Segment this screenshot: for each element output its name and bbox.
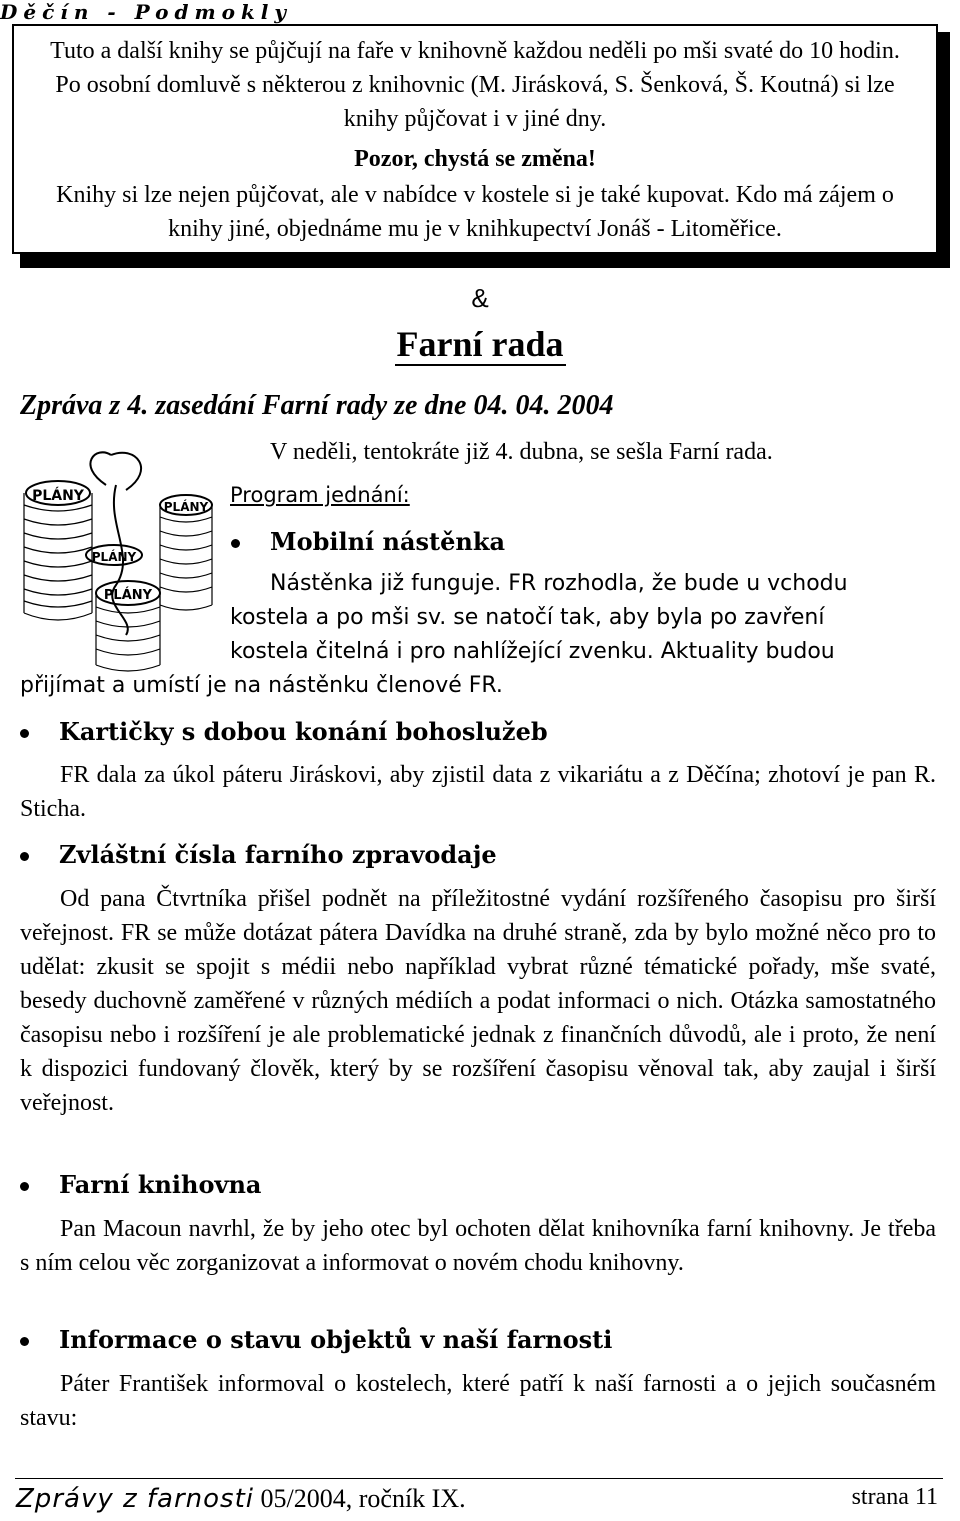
item-text: Od pana Čtvrtníka přišel podnět na příležitostné vydání rozšířeného časopisu pro širší veřejnost. FR se může dotázat pátera Davídka na druhé straně, zda by bylo možné něco pro to udělat: zkusit se spojit s médii nebo například vybrat různé tématické pořady, mše svaté, besedy duchovně zaměřené v různých médiích a podat informaci o nich. Otázka samostatného časopisu nebo i rozšíření je ale problematické jednak z finančních důvodů, ale i proto, že není k dispozici fundovaný člověk, který by se rozšíření časopisu věnoval tak, aby zaujal i širší veřejnost. xyxy=(20,886,936,1116)
item-heading-zvlastni-cisla xyxy=(20,840,497,869)
bullet-icon xyxy=(231,539,240,548)
bullet-icon xyxy=(20,1182,29,1191)
running-header: Děčín - Podmokly xyxy=(0,0,293,24)
plans-stack-icon xyxy=(16,445,216,675)
plany-label-4: PLÁNY xyxy=(103,588,153,603)
item-heading-text: Zvláštní čísla farního zpravodaje xyxy=(59,840,497,869)
footer-publication-name: Zprávy z farnosti xyxy=(16,1484,255,1514)
section-symbol: & xyxy=(471,283,489,313)
item-body-karticky xyxy=(20,758,936,826)
footer-issue: 05/2004, ročník IX. xyxy=(254,1484,466,1513)
item-heading-farni-knihovna xyxy=(20,1170,261,1199)
item-body-zvlastni-cisla xyxy=(20,882,936,1120)
plans-illustration xyxy=(16,445,216,675)
section-title xyxy=(0,323,960,365)
report-intro: V neděli, tentokráte již 4. dubna, se sešla Farní rada. xyxy=(270,439,773,465)
item-body-mobilni-nastenka xyxy=(230,567,936,669)
item-text: FR dala za úkol páteru Jiráskovi, aby zjistil data z vikariátu a z Děčína; zhotoví je pan R. Sticha. xyxy=(20,762,936,822)
notice-purchase: Knihy si lze nejen půjčovat, ale v nabídce v kostele si je také kupovat. Kdo má zájem o knihy jiné, objednáme mu je v knihkupectví Jonáš - Litoměřice. xyxy=(56,182,894,242)
item-heading-mobilni-nastenka xyxy=(231,527,505,556)
bullet-icon xyxy=(20,729,29,738)
notice-box xyxy=(12,24,938,254)
item-heading-text: Kartičky s dobou konání bohoslužeb xyxy=(59,717,548,746)
item-body-informace xyxy=(20,1367,936,1435)
item-line: Nástěnka již funguje. FR rozhodla, že bude u vchodu xyxy=(270,571,848,596)
bullet-icon xyxy=(20,852,29,861)
bullet-icon xyxy=(20,1337,29,1346)
notice-text: Tuto a další knihy se půjčují na faře v knihovně každou neděli po mši svaté do 10 hodin. Po osobní domluvě s některou z knihovnic (M. Jirásková, S. Šenková, Š. Koutná) si lze knihy půjčovat i v jiné dny. xyxy=(50,38,900,132)
item-body-farni-knihovna xyxy=(20,1212,936,1280)
item-heading-text: Mobilní nástěnka xyxy=(270,527,506,556)
item-text: Páter František informoval o kostelech, které patří k naší farnosti a o jejich současném stavu: xyxy=(20,1371,936,1431)
footer-publication xyxy=(16,1484,466,1514)
footer-page-number: strana 11 xyxy=(851,1484,938,1510)
notice-alert: Pozor, chystá se změna! xyxy=(354,146,596,172)
item-line-last: přijímat a umístí je na nástěnku členové FR. xyxy=(20,673,503,698)
item-line: kostela čitelná i pro nahlížející zvenku. Aktuality budou xyxy=(230,639,835,664)
item-heading-informace xyxy=(20,1325,612,1354)
program-label: Program jednání: xyxy=(230,483,410,507)
section-title-text: Farní rada xyxy=(396,324,564,364)
plany-label-1: PLÁNY xyxy=(32,488,84,504)
item-heading-karticky xyxy=(20,717,548,746)
item-text: Pan Macoun navrhl, že by jeho otec byl ochoten dělat knihovníka farní knihovny. Je třeba s ním celou věc zorganizovat a informovat o novém chodu knihovny. xyxy=(20,1216,936,1276)
report-title: Zpráva z 4. zasedání Farní rady ze dne 04. 04. 2004 xyxy=(20,390,614,421)
plany-label-3: PLÁNY xyxy=(91,550,137,564)
item-line: kostela a po mši sv. se natočí tak, aby byla po zavření xyxy=(230,605,825,630)
plany-label-2: PLÁNY xyxy=(163,500,209,514)
item-heading-text: Informace o stavu objektů v naší farnosti xyxy=(59,1325,613,1354)
footer-divider xyxy=(15,1478,943,1479)
item-heading-text: Farní knihovna xyxy=(59,1170,262,1199)
